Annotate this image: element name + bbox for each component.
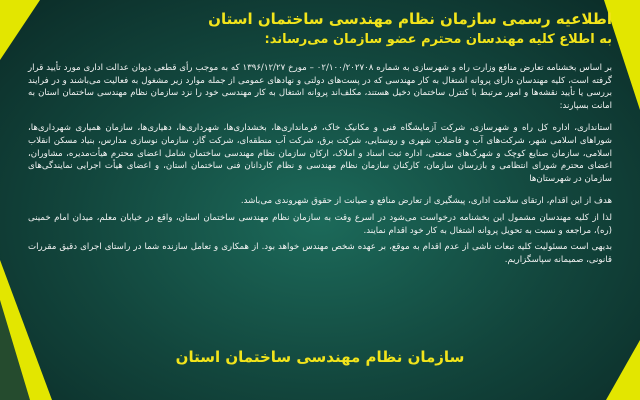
- announcement-content: [28, 6, 612, 396]
- announcement-paragraph-1: بر اساس بخشنامه تعارض منافع وزارت راه و شهرسازی به شماره ۰۲/۱۰۰/۲۰۲۷۰۸ – مورخ ۱۳۹۶/۱۲/۲۷ که به موجب رأی قطعی دیوان عدالت اداری مورد تأیید قرار گرفته است، کلیه مهندسان دارای پروانه اشتغال به کار مهندسی که در پست‌های دولتی و نهادهای عمومی از جمله موارد زیر مشغول به فعالیت می‌باشند و در فرایند بررسی یا تأیید نقشه‌ها و امور مرتبط با کنترل ساختمان دخیل هستند، مکلف‌اند پروانه اشتغال به کار مهندسی خود را نزد سازمان نظام مهندسی ساختمان استان به امانت بسپارند:: [28, 63, 612, 111]
- announcement-paragraph-4: لذا از کلیه مهندسان مشمول این بخشنامه درخواست می‌شود در اسرع وقت به سازمان نظام مهندسی ساختمان استان، واقع در خیابان معلم، میدان امام خمینی (ره)، مراجعه و نسبت به تحویل پروانه اشتغال به کار خود اقدام نمایند.: [28, 212, 612, 236]
- announcement-paragraph-3: هدف از این اقدام، ارتقای سلامت اداری، پیشگیری از تعارض منافع و صیانت از حقوق شهروندی می‌باشد.: [240, 196, 612, 207]
- announcement-subtitle: به اطلاع کلیه مهندسان محترم عضو سازمان می‌رساند:: [264, 32, 612, 47]
- announcement-paragraph-2: استانداری، اداره کل راه و شهرسازی، شرکت آزمایشگاه فنی و مکانیک خاک، فرمانداری‌ها، بخشداری‌ها، شهرداری‌ها، دهیاری‌ها، سازمان همیاری شهرداری‌ها، شوراهای اسلامی شهر، شرکت‌های آب و فاضلاب شهری و روستایی، شرکت برق، شرکت آب منطقه‌ای، شرکت گاز، سازمان نوسازی مدارس، بنیاد مسکن انقلاب اسلامی، سازمان صنایع کوچک و شهرک‌های صنعتی، اداره ثبت اسناد و املاک، ارکان سازمان نظام مهندسی ساختمان شامل اعضای محترم هیأت‌مدیره، مشاوران، اعضای محترم شورای انتظامی و بازرسان سازمان، کارکنان سازمان نظام مهندسی و نظام کاردانان فنی ساختمان استان، و اعضای هیأت اجرایی نمایندگی‌های سازمان در شهرستان‌ها: [28, 123, 612, 184]
- announcement-title: اطلاعیه رسمی سازمان نظام مهندسی ساختمان استان: [208, 10, 612, 28]
- announcement-signature: سازمان نظام مهندسی ساختمان استان: [175, 348, 465, 366]
- announcement-paragraph-5: بدیهی است مسئولیت کلیه تبعات ناشی از عدم اقدام به موقع، بر عهده شخص مهندس خواهد بود. از همکاری و تعامل سازنده شما در راستای اجرای دقیق مقررات قانونی، صمیمانه سپاسگزاریم.: [28, 242, 612, 265]
